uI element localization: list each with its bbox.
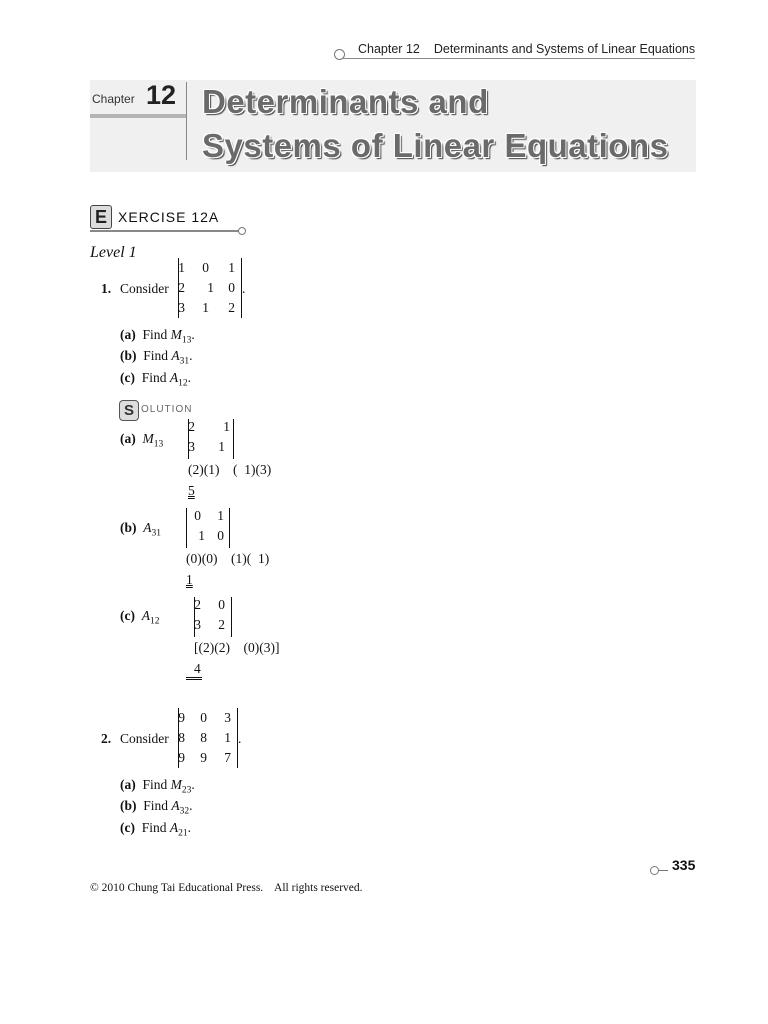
sol-b-determinant	[186, 508, 230, 548]
q1-part-b	[120, 348, 193, 367]
exercise-initial-badge: E	[90, 205, 112, 229]
chapter-number: 12	[146, 80, 177, 110]
level-heading: Level 1	[90, 244, 137, 261]
q2-number: 2.	[101, 731, 112, 746]
page-number-block	[650, 857, 700, 877]
chapter-banner	[90, 80, 696, 172]
q1-determinant	[178, 258, 242, 318]
q1-cell-11: 1	[178, 260, 185, 275]
q2-cell-22: 8	[200, 730, 207, 745]
banner-divider	[186, 82, 187, 160]
q2-part-c-sub: 21	[178, 828, 188, 839]
q2-part-b-label: (b)	[120, 798, 137, 813]
page-number: 335	[672, 857, 696, 873]
running-header-text	[358, 42, 695, 56]
sol-c-cell-22: 2	[218, 617, 225, 632]
q1-end: .	[242, 281, 246, 296]
q2-cell-12: 0	[200, 710, 207, 725]
q2-part-c	[120, 820, 191, 839]
sol-a-sub: 13	[153, 439, 164, 450]
sol-b-label: (b)	[120, 520, 137, 535]
sol-c-cell-12: 0	[218, 597, 225, 612]
q1-part-a-text: Find	[142, 327, 168, 342]
q1-part-c	[120, 370, 191, 389]
q2-end: .	[238, 731, 242, 746]
q1-part-b-sub: 31	[179, 356, 190, 367]
q1-cell-22: 1	[207, 280, 214, 295]
sol-c-sub: 12	[149, 616, 160, 627]
q1-part-b-sym: A	[171, 348, 180, 363]
solution-initial-badge: S	[119, 400, 139, 421]
q2-part-b	[120, 798, 193, 817]
q1-part-a-sym: M	[170, 327, 182, 342]
q2-part-b-sym: A	[171, 798, 180, 813]
q1-part-b-text: Find	[143, 348, 169, 363]
q2-determinant	[178, 708, 238, 768]
sol-c-sym: A	[141, 608, 150, 623]
chapter-label: Chapter	[92, 92, 135, 106]
q1-part-b-label: (b)	[120, 348, 137, 363]
sol-c-step: [(2)(2) (0)(3)]	[194, 640, 280, 655]
q2-part-c-text: Find	[141, 820, 167, 835]
copyright: © 2010 Chung Tai Educational Press. All rights reserved.	[90, 882, 363, 894]
q1-part-c-label: (c)	[120, 370, 135, 385]
q2-part-a-end: .	[191, 777, 195, 792]
running-header-title: Determinants and Systems of Linear Equations	[433, 42, 696, 56]
q1-part-a-label: (a)	[120, 327, 136, 342]
q2-cell-31: 9	[178, 750, 185, 765]
page-bullet-line	[658, 870, 668, 871]
q1-cell-32: 1	[202, 300, 209, 315]
sol-a-determinant	[188, 419, 234, 459]
sol-a-cell-11: 2	[188, 419, 195, 434]
sol-a-cell-22: 1	[218, 439, 225, 454]
q1-part-c-end: .	[187, 370, 191, 385]
sol-b-answer: 1	[186, 572, 193, 587]
sol-b-step: (0)(0) (1)( 1)	[186, 551, 270, 566]
q1-part-a-end: .	[191, 327, 195, 342]
q2-part-c-sym: A	[169, 820, 179, 835]
q2-cell-13: 3	[224, 710, 231, 725]
sol-c-answer: 4	[186, 661, 202, 680]
sol-a-heading	[120, 431, 163, 450]
sol-b-sub: 31	[151, 528, 161, 539]
q2-part-a-sym: M	[170, 777, 182, 792]
q2-part-b-text: Find	[143, 798, 169, 813]
exercise-dot-icon	[238, 227, 246, 235]
q2-part-b-end: .	[189, 798, 193, 813]
sol-b-cell-21: 1	[198, 528, 205, 543]
q2-text: Consider	[120, 731, 169, 746]
q1-part-c-sym: A	[169, 370, 179, 385]
exercise-label: XERCISE 12A	[118, 209, 220, 225]
q1-number: 1.	[101, 281, 112, 296]
q2-cell-32: 9	[200, 750, 207, 765]
running-header	[330, 40, 695, 62]
chapter-title	[202, 80, 668, 168]
q1-part-a-sub: 13	[181, 335, 192, 346]
q2-part-a	[120, 777, 195, 796]
q2-part-b-sub: 32	[179, 806, 190, 817]
q2-part-c-end: .	[187, 820, 191, 835]
sol-b-sym: A	[143, 520, 152, 535]
q1-text: Consider	[120, 281, 169, 296]
q1-part-a	[120, 327, 195, 346]
sol-a-answer: 5	[188, 483, 195, 498]
sol-c-label: (c)	[120, 608, 135, 623]
q1-cell-33: 2	[228, 300, 235, 315]
sol-a-cell-21: 3	[188, 439, 195, 454]
sol-a-sym: M	[142, 431, 154, 446]
q2-part-a-label: (a)	[120, 777, 136, 792]
q1-cell-21: 2	[178, 280, 185, 295]
q2-cell-21: 8	[178, 730, 185, 745]
header-rule	[342, 58, 695, 59]
q1-part-b-end: .	[189, 348, 193, 363]
q2-part-c-label: (c)	[120, 820, 135, 835]
chapter-underline	[90, 114, 186, 118]
sol-b-heading	[120, 520, 161, 539]
q1-part-c-text: Find	[141, 370, 167, 385]
q1-part-c-sub: 12	[178, 378, 188, 389]
q2-cell-33: 7	[224, 750, 231, 765]
sol-a-step: (2)(1) ( 1)(3)	[188, 462, 272, 477]
solution-label: OLUTION	[141, 404, 193, 415]
sol-a-label: (a)	[120, 431, 136, 446]
sol-b-cell-11: 0	[194, 508, 201, 523]
sol-c-heading	[120, 608, 159, 627]
exercise-heading	[90, 205, 250, 233]
sol-b-cell-22: 0	[217, 528, 224, 543]
running-header-chapter: Chapter 12	[358, 42, 420, 56]
chapter-title-line2: Systems of Linear Equations	[202, 127, 669, 164]
q2-part-a-sub: 23	[181, 785, 192, 796]
sol-c-cell-11: 2	[194, 597, 201, 612]
sol-a-cell-12: 1	[223, 419, 230, 434]
chapter-title-line1: Determinants and	[202, 83, 489, 120]
q2-cell-23: 1	[224, 730, 231, 745]
sol-c-cell-21: 3	[194, 617, 201, 632]
q1-cell-13: 1	[228, 260, 235, 275]
exercise-rule	[90, 230, 242, 232]
q2-part-a-text: Find	[142, 777, 168, 792]
q1-cell-31: 3	[178, 300, 185, 315]
q1-cell-12: 0	[202, 260, 209, 275]
sol-c-determinant	[194, 597, 232, 637]
q1-cell-23: 0	[228, 280, 235, 295]
q2-cell-11: 9	[178, 710, 185, 725]
sol-b-cell-12: 1	[217, 508, 224, 523]
